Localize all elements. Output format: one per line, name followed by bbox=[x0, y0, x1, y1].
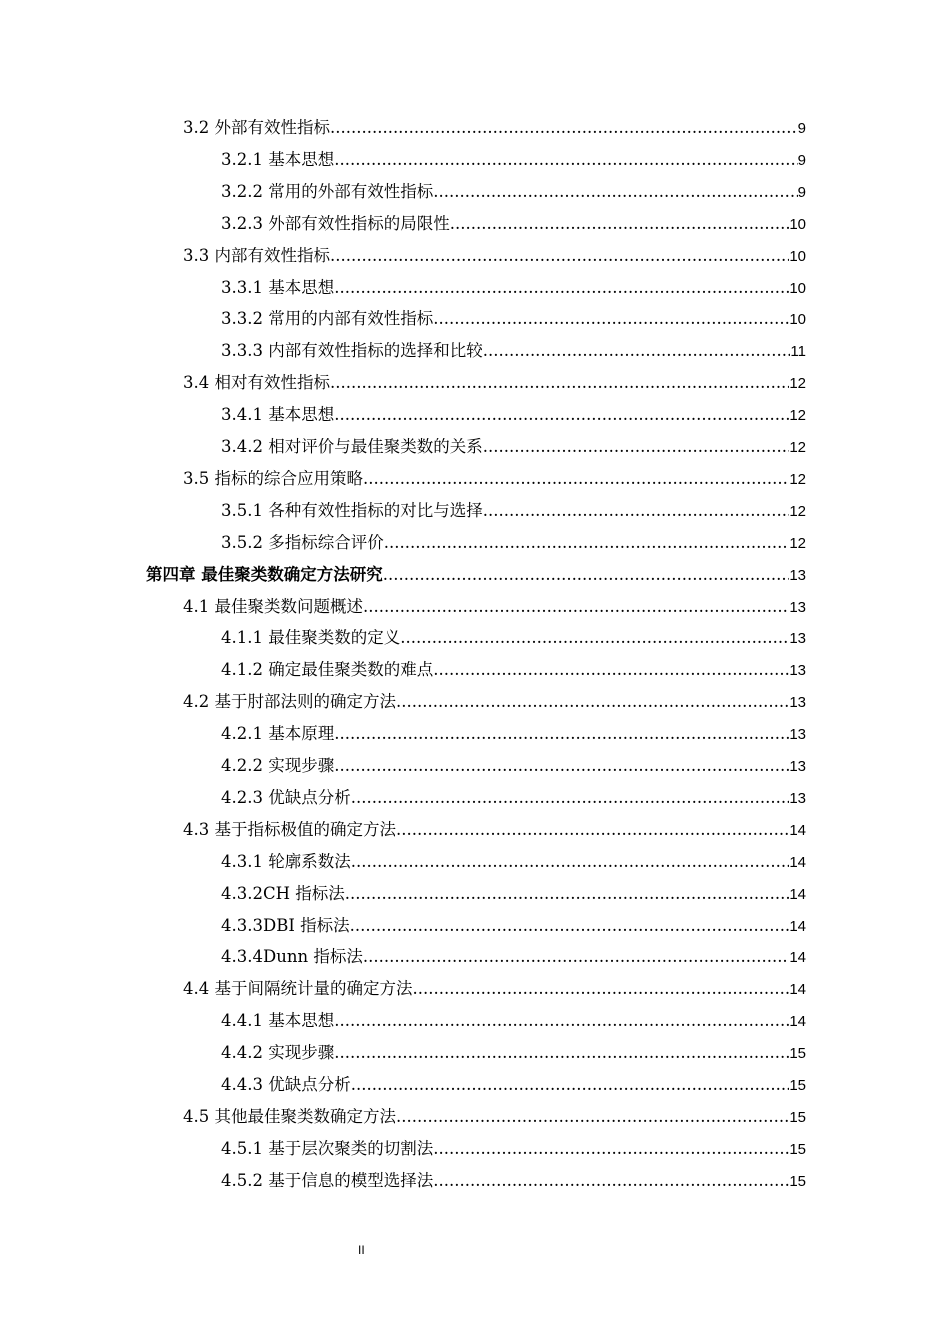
toc-entry-page-number: 13 bbox=[789, 662, 806, 680]
toc-entry-title: 3.4.2 相对评价与最佳聚类数的关系 bbox=[221, 437, 483, 456]
toc-section-entry[interactable] bbox=[183, 466, 806, 492]
toc-subsection-entry[interactable] bbox=[221, 402, 806, 428]
toc-subsection-entry[interactable] bbox=[221, 913, 806, 939]
toc-entry-title: 3.3.2 常用的内部有效性指标 bbox=[221, 309, 434, 329]
toc-subsection-entry[interactable] bbox=[221, 721, 806, 747]
toc-subsection-entry[interactable] bbox=[221, 1008, 806, 1034]
toc-section-entry[interactable] bbox=[183, 370, 806, 396]
toc-entry-title: 4.5 其他最佳聚类数确定方法 bbox=[183, 1106, 396, 1126]
toc-subsection-entry[interactable] bbox=[221, 881, 806, 907]
dot-leader bbox=[351, 785, 790, 811]
toc-entry-title: 3.2.1 基本思想 bbox=[221, 149, 335, 169]
dot-leader bbox=[483, 498, 790, 524]
toc-entry-page-number: 13 bbox=[789, 598, 806, 616]
toc-entry-page-number: 14 bbox=[789, 949, 806, 967]
dot-leader bbox=[330, 115, 798, 141]
toc-entry-title: 4.3.1 轮廓系数法 bbox=[221, 851, 351, 871]
toc-section-entry[interactable] bbox=[183, 689, 806, 715]
dot-leader bbox=[433, 179, 797, 205]
toc-subsection-entry[interactable] bbox=[221, 306, 806, 332]
toc-entry-title: 3.5.1 各种有效性指标的对比与选择 bbox=[221, 500, 483, 520]
toc-section-entry[interactable] bbox=[183, 243, 806, 269]
toc-entry-page-number: 13 bbox=[789, 630, 806, 648]
dot-leader bbox=[334, 402, 789, 428]
toc-entry-page-number: 10 bbox=[789, 311, 806, 329]
toc-entry-page-number: 10 bbox=[789, 247, 806, 265]
toc-subsection-entry[interactable] bbox=[221, 785, 806, 811]
toc-section-entry[interactable] bbox=[183, 817, 806, 843]
toc-entry-page-number: 9 bbox=[797, 183, 806, 201]
toc-subsection-entry[interactable] bbox=[221, 1136, 806, 1162]
dot-leader bbox=[363, 594, 789, 620]
dot-leader bbox=[334, 275, 789, 301]
toc-entry-page-number: 9 bbox=[797, 120, 806, 137]
dot-leader bbox=[363, 944, 789, 970]
dot-leader bbox=[450, 211, 790, 237]
toc-entry-title: 4.4 基于间隔统计量的确定方法 bbox=[183, 979, 413, 999]
toc-entry-title: 4.3.3DBI 指标法 bbox=[221, 915, 350, 935]
toc-entry-page-number: 13 bbox=[789, 566, 806, 584]
toc-section-entry[interactable] bbox=[183, 976, 806, 1002]
toc-entry-page-number: 14 bbox=[789, 1013, 806, 1031]
dot-leader bbox=[334, 147, 797, 173]
toc-entry-page-number: 9 bbox=[797, 151, 806, 169]
toc-entry-page-number: 14 bbox=[789, 981, 806, 999]
toc-section-entry[interactable] bbox=[183, 115, 806, 141]
toc-entry-page-number: 15 bbox=[789, 1077, 806, 1094]
dot-leader bbox=[345, 881, 790, 907]
toc-entry-page-number: 15 bbox=[789, 1140, 806, 1158]
dot-leader bbox=[433, 306, 789, 332]
toc-entry-page-number: 14 bbox=[789, 853, 806, 871]
toc-entry-title: 3.5 指标的综合应用策略 bbox=[183, 468, 363, 488]
toc-entry-page-number: 12 bbox=[789, 439, 806, 456]
toc-entry-page-number: 13 bbox=[789, 694, 806, 712]
toc-entry-title: 3.2.3 外部有效性指标的局限性 bbox=[221, 213, 450, 233]
toc-entry-page-number: 12 bbox=[789, 534, 806, 552]
dot-leader bbox=[433, 1168, 789, 1194]
dot-leader bbox=[334, 721, 789, 747]
toc-entry-title: 4.3.2CH 指标法 bbox=[221, 883, 345, 903]
toc-entry-title: 4.1 最佳聚类数问题概述 bbox=[183, 596, 363, 616]
toc-subsection-entry[interactable] bbox=[221, 753, 806, 779]
toc-subsection-entry[interactable] bbox=[221, 147, 806, 173]
toc-subsection-entry[interactable] bbox=[221, 657, 806, 683]
toc-entry-title: 4.2.1 基本原理 bbox=[221, 724, 335, 744]
toc-entry-page-number: 13 bbox=[789, 758, 806, 775]
toc-entry-title: 3.3 内部有效性指标 bbox=[183, 245, 330, 265]
toc-entry-title: 4.4.1 基本思想 bbox=[221, 1011, 335, 1031]
toc-entry-title: 4.1.1 最佳聚类数的定义 bbox=[221, 628, 401, 648]
toc-entry-title: 4.3 基于指标极值的确定方法 bbox=[183, 819, 396, 839]
dot-leader bbox=[433, 1136, 789, 1162]
toc-entry-page-number: 11 bbox=[790, 343, 806, 361]
toc-entry-page-number: 15 bbox=[789, 1172, 806, 1190]
dot-leader bbox=[330, 370, 789, 396]
toc-entry-title: 4.5.1 基于层次聚类的切割法 bbox=[221, 1138, 434, 1158]
toc-entry-page-number: 10 bbox=[789, 215, 806, 233]
toc-subsection-entry[interactable] bbox=[221, 211, 806, 237]
dot-leader bbox=[400, 625, 789, 651]
toc-subsection-entry[interactable] bbox=[221, 530, 806, 556]
dot-leader bbox=[383, 562, 790, 588]
toc-subsection-entry[interactable] bbox=[221, 179, 806, 205]
toc-entry-title: 4.2.2 实现步骤 bbox=[221, 756, 335, 775]
toc-entry-page-number: 12 bbox=[789, 407, 806, 425]
dot-leader bbox=[351, 1072, 790, 1098]
toc-entry-page-number: 12 bbox=[789, 502, 806, 520]
dot-leader bbox=[433, 657, 789, 683]
toc-entry-title: 3.3.1 基本思想 bbox=[221, 277, 335, 297]
dot-leader bbox=[334, 1008, 789, 1034]
toc-entry-title: 4.2.3 优缺点分析 bbox=[221, 787, 351, 807]
dot-leader bbox=[334, 1040, 789, 1066]
toc-section-entry[interactable] bbox=[183, 594, 806, 620]
toc-entry-title: 4.4.2 实现步骤 bbox=[221, 1043, 335, 1063]
toc-entry-title: 4.3.4Dunn 指标法 bbox=[221, 947, 363, 967]
toc-chapter-entry[interactable] bbox=[146, 562, 806, 588]
toc-subsection-entry[interactable] bbox=[221, 849, 806, 875]
toc-entry-page-number: 14 bbox=[789, 885, 806, 903]
dot-leader bbox=[483, 338, 791, 364]
toc-entry-title: 3.3.3 内部有效性指标的选择和比较 bbox=[221, 341, 483, 361]
toc-entry-page-number: 15 bbox=[789, 1045, 806, 1063]
dot-leader bbox=[350, 913, 790, 939]
dot-leader bbox=[351, 849, 790, 875]
toc-entry-title: 4.2 基于肘部法则的确定方法 bbox=[183, 692, 396, 712]
dot-leader bbox=[396, 689, 789, 715]
toc-entry-title: 3.4.1 基本思想 bbox=[221, 405, 335, 425]
toc-subsection-entry[interactable] bbox=[221, 434, 806, 460]
page-number-footer: II bbox=[358, 1243, 365, 1257]
dot-leader bbox=[413, 976, 790, 1002]
dot-leader bbox=[483, 434, 790, 460]
toc-entry-page-number: 12 bbox=[789, 375, 806, 393]
toc-subsection-entry[interactable] bbox=[221, 625, 806, 651]
toc-entry-title: 4.4.3 优缺点分析 bbox=[221, 1075, 351, 1094]
dot-leader bbox=[334, 753, 789, 779]
dot-leader bbox=[363, 466, 789, 492]
toc-entry-page-number: 10 bbox=[789, 279, 806, 297]
toc-entry-title: 4.5.2 基于信息的模型选择法 bbox=[221, 1170, 434, 1190]
toc-subsection-entry[interactable] bbox=[221, 1072, 806, 1098]
toc-entry-page-number: 15 bbox=[789, 1108, 806, 1126]
toc-subsection-entry[interactable] bbox=[221, 498, 806, 524]
toc-subsection-entry[interactable] bbox=[221, 1040, 806, 1066]
toc-entry-title: 3.4 相对有效性指标 bbox=[183, 373, 330, 393]
toc-entry-page-number: 12 bbox=[789, 470, 806, 488]
toc-subsection-entry[interactable] bbox=[221, 338, 806, 364]
dot-leader bbox=[396, 1104, 789, 1130]
toc-entry-title: 3.2 外部有效性指标 bbox=[183, 118, 330, 137]
toc-section-entry[interactable] bbox=[183, 1104, 806, 1130]
toc-entry-page-number: 13 bbox=[789, 726, 806, 744]
toc-subsection-entry[interactable] bbox=[221, 944, 806, 970]
dot-leader bbox=[396, 817, 789, 843]
toc-subsection-entry[interactable] bbox=[221, 1168, 806, 1194]
dot-leader bbox=[330, 243, 789, 269]
toc-entry-title: 3.2.2 常用的外部有效性指标 bbox=[221, 181, 434, 201]
toc-subsection-entry[interactable] bbox=[221, 275, 806, 301]
toc-entry-page-number: 14 bbox=[789, 917, 806, 935]
toc-entry-title: 第四章 最佳聚类数确定方法研究 bbox=[146, 564, 383, 584]
toc-entry-title: 3.5.2 多指标综合评价 bbox=[221, 532, 384, 552]
toc-entry-page-number: 13 bbox=[789, 789, 806, 807]
toc-entry-title: 4.1.2 确定最佳聚类数的难点 bbox=[221, 660, 434, 680]
dot-leader bbox=[384, 530, 790, 556]
toc-entry-page-number: 14 bbox=[789, 821, 806, 839]
